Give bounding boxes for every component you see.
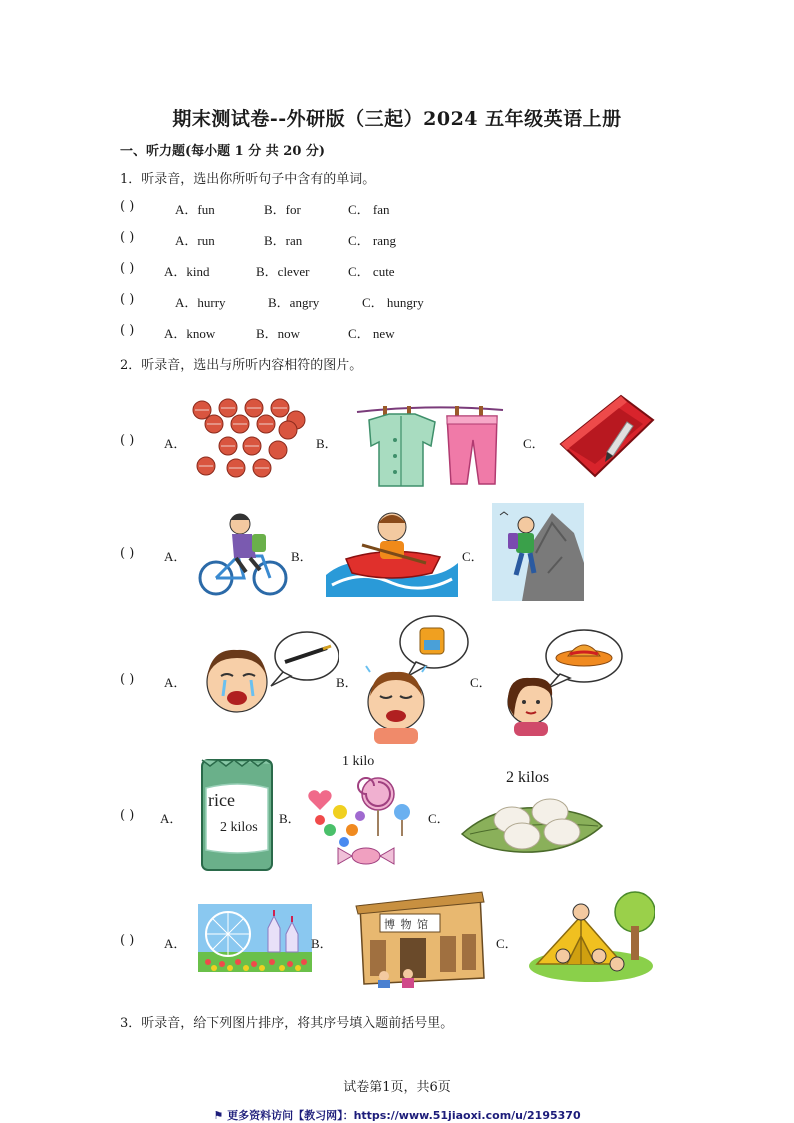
answer-blank[interactable]: ( ) [120,323,135,338]
option-b: B．angry [268,295,320,310]
page-number: 试卷第1页，共6页 [343,1080,451,1095]
option-c-label: C． [470,675,492,690]
option-b-label: B． [311,936,333,951]
candy-weight: 1 kilo [342,754,375,769]
option-a: A．kind [164,264,210,279]
rice-bag-label: rice [208,790,235,810]
answer-blank[interactable]: ( ) [120,933,135,948]
candies-image [300,772,424,870]
option-a-label: A． [164,675,187,690]
answer-blank[interactable]: ( ) [120,546,135,561]
steamed-buns-image [460,790,604,860]
option-c-label: C． [523,436,545,451]
boy-rafting-image [322,505,462,601]
answer-blank[interactable]: ( ) [120,433,135,448]
option-a-label: A． [164,549,187,564]
option-c: C． fan [348,202,390,217]
question-2-prompt: 2．听录音，选出与所听内容相符的图片。 [120,358,363,373]
theme-park-image [198,904,312,972]
option-a-label: A． [160,811,183,826]
page-title: 期末测试卷--外研版（三起）2024 五年级英语上册 [172,108,622,130]
option-b-label: B． [316,436,338,451]
boy-riding-bike-image [196,508,292,600]
option-a: A．hurry [175,295,226,310]
option-b-label: B． [291,549,313,564]
option-c: C． rang [348,233,397,248]
balls-image [190,396,310,482]
answer-blank[interactable]: ( ) [120,292,135,307]
girl-hat-image [504,626,624,736]
flag-icon: ⚑ [213,1109,228,1122]
option-a: A．run [175,233,215,248]
option-b: B．ran [264,233,303,248]
food-weight: 2 kilos [506,769,550,786]
option-a: A．know [164,326,216,341]
option-a-label: A． [164,436,187,451]
option-a-label: A． [164,936,187,951]
option-c: C． new [348,326,395,341]
answer-blank[interactable]: ( ) [120,808,135,823]
option-b-label: B． [336,675,358,690]
crying-boy-pen-image [205,628,339,724]
rice-bag-weight: 2 kilos [220,820,258,835]
option-b: B．clever [256,264,310,279]
option-b: B．now [256,326,301,341]
pencil-case-image [555,392,655,482]
clothes-on-line-image [355,400,505,492]
option-c: C． cute [348,264,395,279]
option-c-label: C． [428,811,450,826]
answer-blank[interactable]: ( ) [120,230,135,245]
option-a: A．fun [175,202,215,217]
crying-boy-schoolbag-image [364,612,474,746]
answer-blank[interactable]: ( ) [120,199,135,214]
resource-link[interactable] [0,1107,794,1123]
rice-bag-image [198,754,276,874]
answer-blank[interactable]: ( ) [120,672,135,687]
option-b-label: B． [279,811,301,826]
climbing-image [492,503,584,601]
museum-image [350,884,488,988]
camping-image [527,886,655,982]
resource-link-text: 更多资料访问【教习网】：https://www.51jiaoxi.com/u/2195370 [227,1109,581,1122]
option-b: B．for [264,202,301,217]
option-c-label: C． [462,549,484,564]
option-c-label: C． [496,936,518,951]
option-c: C． hungry [362,295,424,310]
question-3-prompt: 3．听录音，给下列图片排序，将其序号填入题前括号里。 [120,1016,454,1031]
section-heading: 一、听力题(每小题 1 分 共 20 分) [120,144,326,159]
museum-sign-text: 博 物 馆 [384,918,429,931]
question-1-prompt: 1．听录音，选出你所听句子中含有的单词。 [120,172,376,187]
answer-blank[interactable]: ( ) [120,261,135,276]
